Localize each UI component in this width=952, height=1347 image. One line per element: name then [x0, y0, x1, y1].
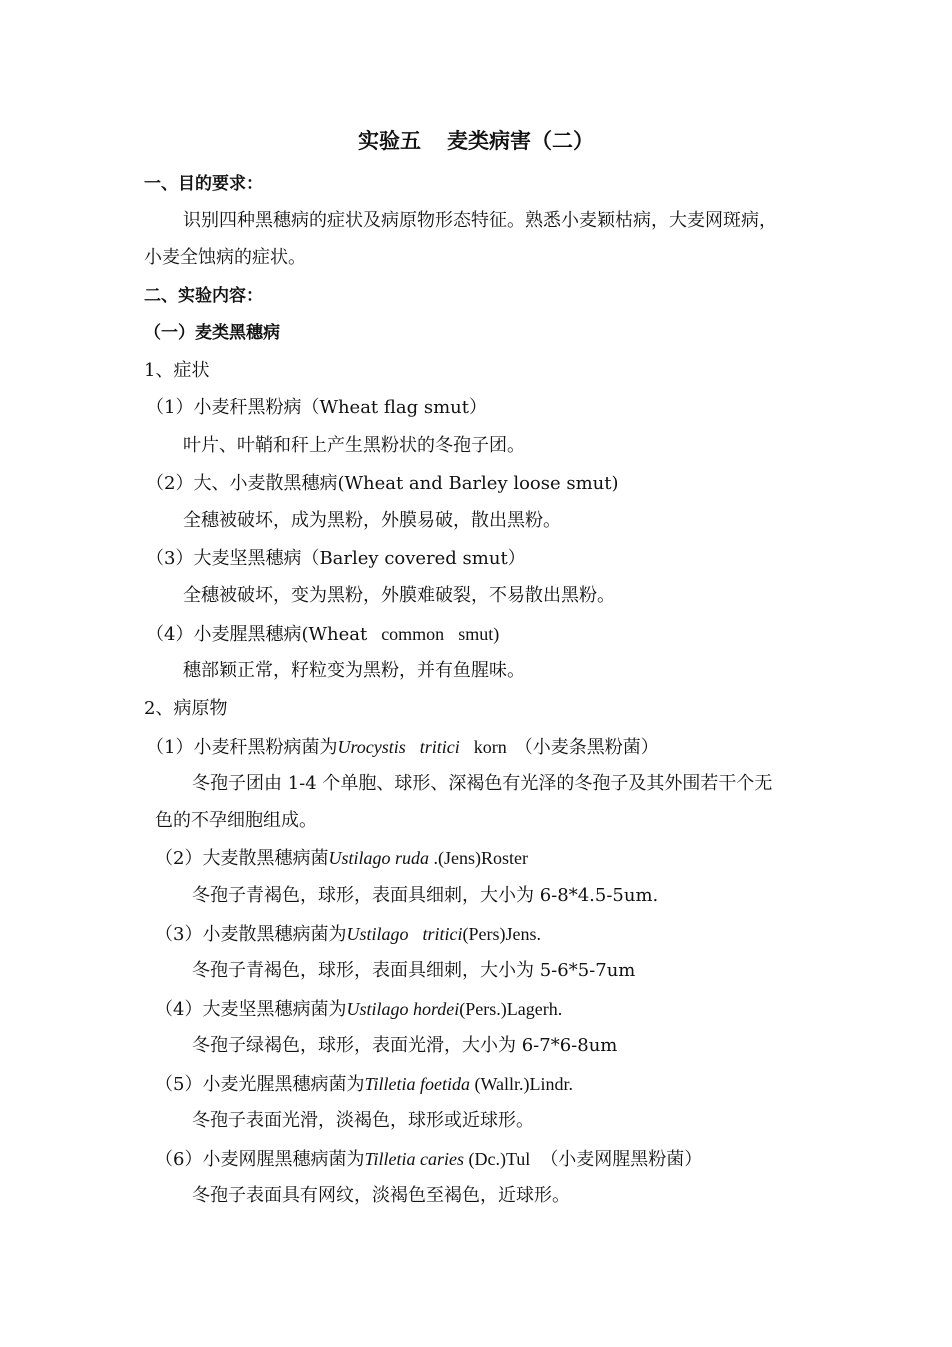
pathogen-prefix: （3）小麦散黑穗病菌为 [155, 924, 347, 945]
pathogen-desc: 冬孢子绿褐色，球形，表面光滑，大小为 6-7*6-8um [192, 1035, 618, 1056]
symptom-item-desc: 叶片、叶鞘和秆上产生黑粉状的冬孢子团。 [183, 435, 525, 456]
page-title [0, 127, 952, 155]
pathogen-suffix: （小麦网腥黑粉菌） [540, 1149, 703, 1170]
pathogens-heading: 2、病原物 [144, 698, 228, 719]
pathogen-author: (Dc.)Tul [463, 1149, 531, 1169]
pathogen-scientific-name: Ustilago hordei [346, 999, 460, 1019]
pathogen-author: (Wallr.)Lindr. [469, 1074, 573, 1094]
pathogen-species: tritici [419, 737, 460, 757]
subsection-heading: （一）麦类黑穗病 [144, 323, 280, 343]
pathogen-desc: 冬孢子团由 1-4 个单胞、球形、深褐色有光泽的冬孢子及其外围若干个无 [192, 773, 773, 794]
pathogen-author: .(Jens)Roster [428, 848, 528, 868]
symptom-item-desc: 穗部颖正常，籽粒变为黑粉，并有鱼腥味。 [183, 660, 525, 681]
section1-text-line1: 识别四种黑穗病的症状及病原物形态特征。熟悉小麦颖枯病，大麦网斑病， [183, 210, 777, 231]
symptom-item-label: （3）大麦坚黑穗病（Barley covered smut） [146, 548, 526, 569]
pathogen-prefix: （1）小麦秆黑粉病菌为 [146, 737, 338, 758]
symptom-item-desc: 全穗被破坏，成为黑粉，外膜易破，散出黑粉。 [183, 510, 561, 531]
section1-text-line2: 小麦全蚀病的症状。 [144, 247, 306, 268]
symptoms-heading: 1、症状 [144, 360, 210, 381]
pathogen-desc: 冬孢子表面具有网纹，淡褐色至褐色，近球形。 [192, 1185, 570, 1206]
symptom-label-word: smut) [458, 624, 500, 644]
section2-heading: 二、实验内容： [144, 286, 263, 306]
symptom-label-word: common [381, 624, 445, 644]
pathogen-item-label [155, 846, 528, 871]
symptom-item-desc: 全穗被破坏，变为黑粉，外膜难破裂，不易散出黑粉。 [183, 585, 615, 606]
pathogen-scientific-name: Tilletia caries [364, 1149, 464, 1169]
pathogen-item-label [146, 735, 659, 760]
pathogen-suffix: （小麦条黑粉菌） [514, 737, 659, 758]
symptom-item-label [146, 622, 499, 647]
pathogen-item-label [155, 1147, 702, 1172]
title-part2: 麦类病害（二） [447, 129, 594, 153]
symptom-label-prefix: （4）小麦腥黑穗病(Wheat [146, 624, 368, 645]
pathogen-author: korn [473, 737, 507, 757]
symptom-item-label: （1）小麦秆黑粉病（Wheat flag smut） [146, 397, 487, 418]
pathogen-species: tritici [422, 924, 463, 944]
pathogen-genus: Urocystis [337, 737, 406, 757]
pathogen-scientific-name: Tilletia foetida [364, 1074, 470, 1094]
pathogen-scientific-name: Ustilago ruda [328, 848, 429, 868]
pathogen-prefix: （5）小麦光腥黑穗病菌为 [155, 1074, 365, 1095]
pathogen-desc: 冬孢子表面光滑，淡褐色，球形或近球形。 [192, 1110, 534, 1131]
pathogen-author: (Pers.)Lagerh. [459, 999, 563, 1019]
title-part1: 实验五 [358, 129, 421, 153]
pathogen-desc: 色的不孕细胞组成。 [155, 810, 317, 831]
pathogen-genus: Ustilago [346, 924, 409, 944]
pathogen-prefix: （2）大麦散黑穗病菌 [155, 848, 329, 869]
pathogen-prefix: （4）大麦坚黑穗病菌为 [155, 999, 347, 1020]
pathogen-desc: 冬孢子青褐色，球形，表面具细刺，大小为 5-6*5-7um [192, 960, 636, 981]
pathogen-desc: 冬孢子青褐色，球形，表面具细刺，大小为 6-8*4.5-5um. [192, 885, 659, 906]
pathogen-item-label [155, 1072, 573, 1097]
pathogen-item-label [155, 922, 541, 947]
section1-heading: 一、目的要求： [144, 174, 263, 194]
symptom-item-label: （2）大、小麦散黑穗病(Wheat and Barley loose smut) [146, 473, 619, 494]
pathogen-item-label [155, 997, 562, 1022]
pathogen-prefix: （6）小麦网腥黑穗病菌为 [155, 1149, 365, 1170]
pathogen-author: (Pers)Jens. [462, 924, 541, 944]
